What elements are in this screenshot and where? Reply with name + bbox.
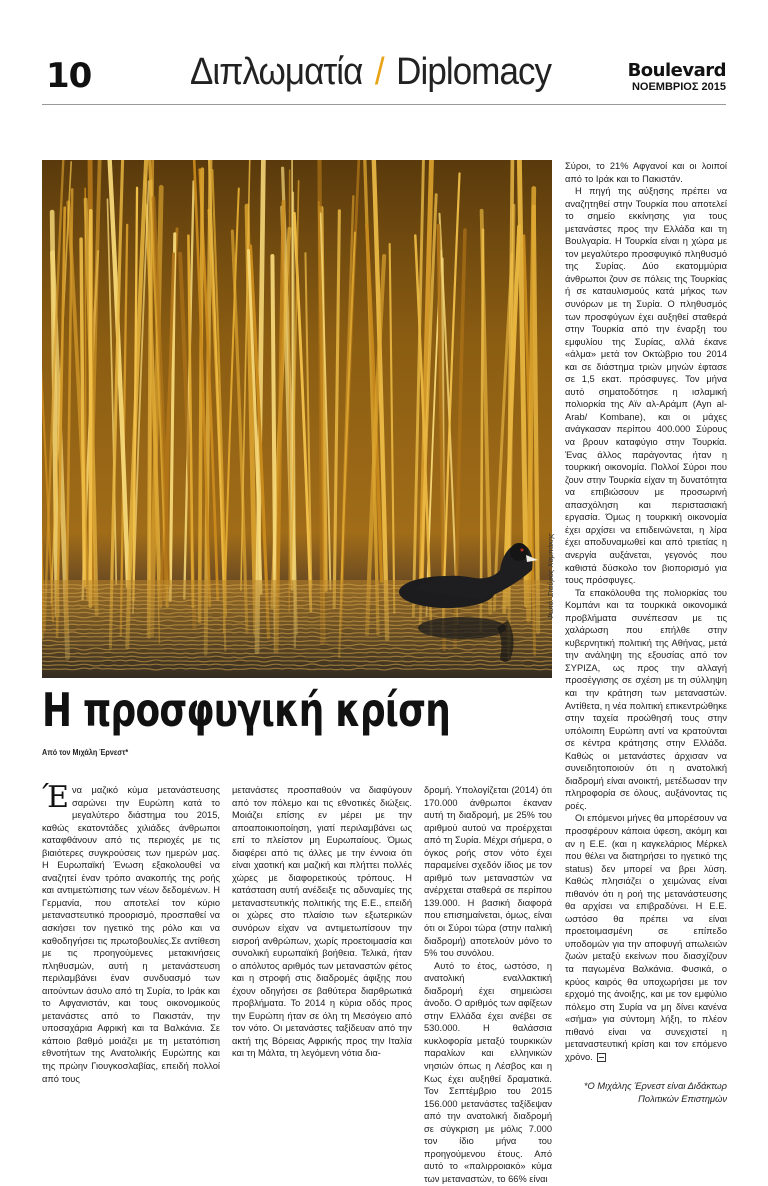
article-column-4 (565, 160, 727, 1063)
paragraph: Η πηγή της αύξησης πρέπει να αναζητηθεί στην Τουρκία που αποτελεί το σημείο εκκίνησης για τους μετανάστες προς την Ελλάδα και τη Βουλγαρία. Η Τουρκία είναι η χώρα με τον μεγαλύτερο προσφυγικό πληθυσμό της Συρίας. Δύο εκατομμύρια άνθρωποι ζουν σε πόλεις της Τουρκίας ή σε καταυλισμούς κατά μήκος των συνόρων με τη Συρία. Ο πληθυσμός των προσφύγων έχει αυξηθεί σταθερά στην Τουρκία από την έναρξη του εμφυλίου της Συρίας, αλλά έκανε «άλμα» μετά τον Οκτώβριο του 2014 και σε διάστημα τριών μηνών έφτασε σε 1,5 εκατ. πρόσφυγες. Τον μήνα αυτό σηματοδότησε η ισλαμική πολιορκία της Αϊν αλ-Αράμπ (Ayn al-Arab/ Kombane), και οι μάχες ανάγκασαν περίπου 400.000 Σύρους να βρουν καταφύγιο στην Τουρκία. Ένας άλλος παράγοντας ήταν η τουρκική οικονομία. Πολλοί Σύροι που ζουν στην Τουρκία είχαν τη δυνατότητα να επιβιώσουν με προσωρινή απασχόληση και περιστασιακή εργασία. Όμως η τουρκική οικονομία έχει αρχίσει να επιδεινώνεται, η λίρα έχει αποδυναμωθεί και από τριετίας η ανεργία αυξάνεται, γεγονός που καθιστά δύσκολο τον βιοπορισμό για τους πρόσφυγες. (565, 186, 727, 586)
paragraph (565, 812, 727, 1063)
article-column-3 (424, 784, 552, 1186)
photo-credit: Φωτό: Σταύρος Χαμπάκης (546, 533, 555, 620)
article-headline: Η προσφυγική κρίση (42, 683, 451, 737)
paragraph: Τα επακόλουθα της πολιορκίας του Κομπάνι και τα τουρκικά οικονομικά προβλήματα συνέπεσαν με τις χαλάρωση που επήλθε στην κυβερνητική πολιτική της Αθήνας, μετά την ανάληψη της εξουσίας από τον ΣΥΡΙΖΑ, ως προς την αλλαγή προσέγγισης σε σχέση με τη σύλληψη και την κράτηση των μεταναστών. Αντίθετα, η νέα πολιτική επικεντρώθηκε στην ταχεία προώθησή τους στην υπόλοιπη Ευρώπη αντί να κρατούνται σε κέντρα κράτησης στην Ελλάδα. Καθώς οι μετανάστες άρχισαν να συνειδητοποιούν ότι η ανατολική διαδρομή είναι ανοικτή, μετέδωσαν την πληροφορία σε όλους, αυξάνοντας τις ροές. (565, 587, 727, 811)
paragraph: μετανάστες προσπαθούν να διαφύγουν από τον πόλεμο και τις εθνοτικές διώξεις. Μοιάζει επίσης εν μέρει με την αποαποικιοποίηση, γιατί περιλαμβάνει ως επί το πλείστον μη Ευρωπαίους. Όμως διαφέρει από τις άλλες με την έννοια ότι είναι χαοτική και μαζική και πλήττει πολλές χώρες με διαφορετικούς τρόπους. Η κατάσταση αυτή ανέδειξε τις αδυναμίες της μεταναστευτικής πολιτικής της Ε.Ε., επειδή οι χώρες στο πλαίσιο των εξωτερικών συνόρων είχαν να αντιμετωπίσουν την εισροή ανθρώπων, χωρίς προετοιμασία και συνολική ευρωπαϊκή βοήθεια. Τελικά, ήταν ο απόλυτος αριθμός των μεταναστών φέτος και η στροφή στις διαδρομές άφιξης που έχουν οδηγήσει σε βαθύτερα διαρθρωτικά προβλήματα. Το 2014 η κύρια οδός προς την Ευρώπη ήταν σε όλη τη Μεσόγειο από τον νότο. Οι μετανάστες ταξίδευαν από την ακτή της Βόρειας Αφρικής προς την Ιταλία και τη Μάλτα, τη λεγόμενη νότια δια- (232, 785, 412, 1059)
article-byline: Από τον Μιχάλη Έρνεστ* (42, 748, 129, 757)
section-title (190, 50, 551, 94)
issue-date: ΝΟΕΜΒΡΙΟΣ 2015 (631, 81, 726, 93)
page-number: 10 (46, 56, 92, 96)
masthead (628, 62, 726, 94)
paragraph-text: Οι επόμενοι μήνες θα μπορέσουν να προσφέρουν κάποια ύφεση, ακόμη και αν η Ε.Ε. (και η καγκελάριος Μέρκελ που θέλει να διατηρήσει το ηγετικό της status) δεν μπορεί να βρει λύση. Καθώς πλησιάζει ο χειμώνας είναι πιθανόν ότι η ροή της μετανάστευσης θα αρχίσει να επιβραδύνει. Η Ε.Ε. ωστόσο θα πρέπει να είναι προετοιμασμένη σε επίπεδο υποδομών για την αποφυγή απωλειών ζωών μεταξύ εκείνων που διασχίζουν τα παγωμένα Βαλκάνια. Φυσικά, ο κρύος καιρός θα υποχωρήσει με τον ερχομό της άνοιξης, και με τον εμφύλιο πόλεμο στη Συρία να μη δίνει κανένα «σήμα» για σύντομη λήξη, το πλέον πιθανό είναι να συνεχιστεί η μεταναστευτική κρίση και τον επόμενο χρόνο. (565, 813, 727, 1062)
section-title-greek: Διπλωματία (190, 51, 363, 93)
drop-cap: Έ (42, 780, 69, 815)
article-photo (42, 160, 552, 678)
article-column-1 (42, 780, 220, 1085)
paragraph: δρομή. Υπολογίζεται (2014) ότι 170.000 άνθρωποι έκαναν αυτή τη διαδρομή, με 25% του αριθμού αυτού να προέρχεται από τη Συρία. Μέχρι σήμερα, ο όγκος ροής στον νότο έχει παραμείνει σχεδόν ίδιος με τον αριθμό των μεταναστών να ανέρχεται σταθερά σε περίπου 139.000. Η βασική διαφορά που επισημαίνεται, όμως, είναι ότι οι Σύροι τώρα (στην ιταλική διαδρομή) αποτελούν μόνο το 5% του συνόλου. (424, 785, 552, 959)
paragraph (42, 780, 220, 1085)
paragraph: Αυτό το έτος, ωστόσο, η ανατολική εναλλακτική διαδρομή έχει σημειώσει άνοδο. Ο αριθμός των αφίξεων στην Ελλάδα έχει ανέβει σε 530.000. Η θαλάσσια κυκλοφορία μεταξύ τουρκικών παραλίων και ελληνικών νησιών όπως η Λέσβος και η Κως έχει αυξηθεί δραματικά. Τον Σεπτέμβριο του 2015 156.000 μετανάστες ταξίδεψαν από την ανατολική διαδρομή σε σύγκριση με μόλις 7.000 τον ίδιο μήνα του προηγούμενου έτους. Από αυτό το «παλιρροιακό» κύμα των μεταναστών, το 66% είναι (424, 960, 552, 1184)
header-divider (42, 104, 726, 105)
section-separator: / (374, 51, 384, 93)
brand-logo: Boulevard (627, 60, 726, 81)
end-of-article-icon (597, 1053, 606, 1062)
article-column-2 (232, 784, 412, 1060)
reeds-and-coot-image (42, 160, 552, 678)
paragraph-text: να μαζικό κύμα μετανάστευσης σαρώνει την Ευρώπη κατά το μεγαλύτερο διάστημα του 2015, καθώς εκατοντάδες χιλιάδες άνθρωποι καταφθάνουν από τις περιοχές με τις βιαιότερες συγκρούσεις των ημερών μας. Η Ευρωπαϊκή Ένωση εξακολουθεί να αναζητεί έναν τρόπο ανακοπής της ροής και αντιμετώπισης των νέων δεδομένων. Η Γερμανία, που αποτελεί τον κύριο μεταναστευτικό προορισμό, προσπαθεί να ασκήσει τον ηγετικό της ρόλο και να καθοδηγήσει τις πρωτοβουλίες.Σε αντίθεση με τις προηγούμενες μετακινήσεις πληθυσμών, αυτή η μετανάστευση περιλαμβάνει έναν συνδυασμό των αιτούντων άσυλο από τη Συρία, το Ιράκ και το Αφγανιστάν, και τους οικονομικούς μετανάστες από το Πακιστάν, την υποσαχάρια Αφρική και τα Βαλκάνια. Σε κάποιο βαθμό μοιάζει με τη μετατόπιση εθνοτήτων της Ανατολικής Ευρώπης και της πρώην Γιουγκοσλαβίας, επειδή πολλοί από τους (42, 785, 220, 1084)
author-footnote: *Ο Μιχάλης Έρνεστ είναι Διδάκτωρ Πολιτικών Επιστημών (583, 1081, 727, 1104)
section-title-english: Diplomacy (396, 51, 552, 93)
paragraph: Σύροι, το 21% Αφγανοί και οι λοιποί από το Ιράκ και το Πακιστάν. (565, 161, 727, 184)
